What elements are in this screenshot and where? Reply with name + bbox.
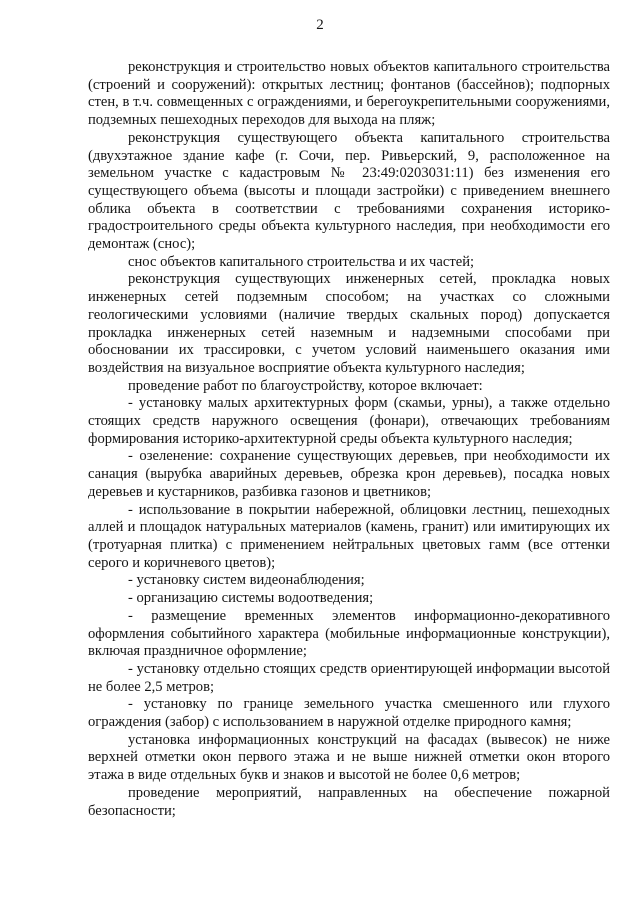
document-body xyxy=(88,59,610,820)
paragraph-landscaping-intro: проведение работ по благоустройству, которое включает: xyxy=(128,377,483,394)
list-item-orientation-signs: - установку отдельно стоящих средств ориентирующей информации высотой не более 2,5 метров; xyxy=(88,660,610,695)
list-item-small-architectural-forms: - установку малых архитектурных форм (скамьи, урны), а также отдельно стоящих средств наружного освещения (фонари), отвечающих требованиям формирования историко-архитектурной среды объекта культурного наследия; xyxy=(88,395,610,447)
list-item-fence: - установку по границе земельного участка смешенного или глухого ограждения (забор) с использованием в наружной отделке природного камня; xyxy=(88,696,610,731)
paragraph-reconstruction-cafe: реконструкция существующего объекта капитального строительства (двухэтажное здание кафе (г. Сочи, пер. Ривьерский, 9, расположенное на земельном участке с кадастровым № 23:49:0203031:11) без изменения его существующего объема (высоты и площади застройки) с приведением внешнего облика объекта в соответствии с требованиями сохранения историко-градостроительного среды объекта культурного наследия, при необходимости его демонтаж (снос); xyxy=(88,129,610,253)
list-item-drainage: - организацию системы водоотведения; xyxy=(128,590,374,607)
list-item-temporary-decor: - размещение временных элементов информационно-декоративного оформления событийного характера (мобильные информационные конструкции), включая праздничное оформление; xyxy=(88,607,610,660)
list-item-greening: - озеленение: сохранение существующих деревьев, при необходимости их санация (вырубка аварийных деревьев, обрезка крон деревьев), посадка новых деревьев и кустарников, разбивка газонов и цветников; xyxy=(88,448,610,500)
page-number: 2 xyxy=(316,17,324,33)
list-item-video-surveillance: - установку систем видеонаблюдения; xyxy=(128,572,365,589)
paragraph-facade-signage: установка информационных конструкций на фасадах (вывесок) не ниже верхней отметки окон первого этажа и не выше нижней отметки окон второго этажа в виде отдельных букв и знаков и высотой не более 0,6 метров; xyxy=(88,731,610,784)
paragraph-fire-safety: проведение мероприятий, направленных на обеспечение пожарной безопасности; xyxy=(88,784,610,819)
paragraph-engineering-networks: реконструкция существующих инженерных сетей, прокладка новых инженерных сетей подземным способом; на участках со сложными геологическими условиями (наличие твердых скальных пород) допускается прокладка инженерных сетей наземным и надземными способами при обосновании их трассировки, с учетом условий наименьшего оказания ими воздействия на визуальное восприятие объекта культурного наследия; xyxy=(88,271,610,376)
paragraph-demolition: снос объектов капитального строительства и их частей; xyxy=(128,253,475,270)
paragraph-reconstruction-new-objects: реконструкция и строительство новых объектов капитального строительства (строений и сооружений): открытых лестниц; фонтанов (бассейнов); подпорных стен, в т.ч. совмещенных с ограждениями, и берегоукрепительными сооружениями, подземных пешеходных переходов для выхода на пляж; xyxy=(88,59,610,129)
list-item-paving-materials: - использование в покрытии набережной, облицовки лестниц, пешеходных аллей и площадок натуральных материалов (камень, гранит) или имитирующих их (тротуарная плитка) с применением нейтральных цветовых гамм (все оттенки серого и коричневого цветов); xyxy=(88,501,610,571)
